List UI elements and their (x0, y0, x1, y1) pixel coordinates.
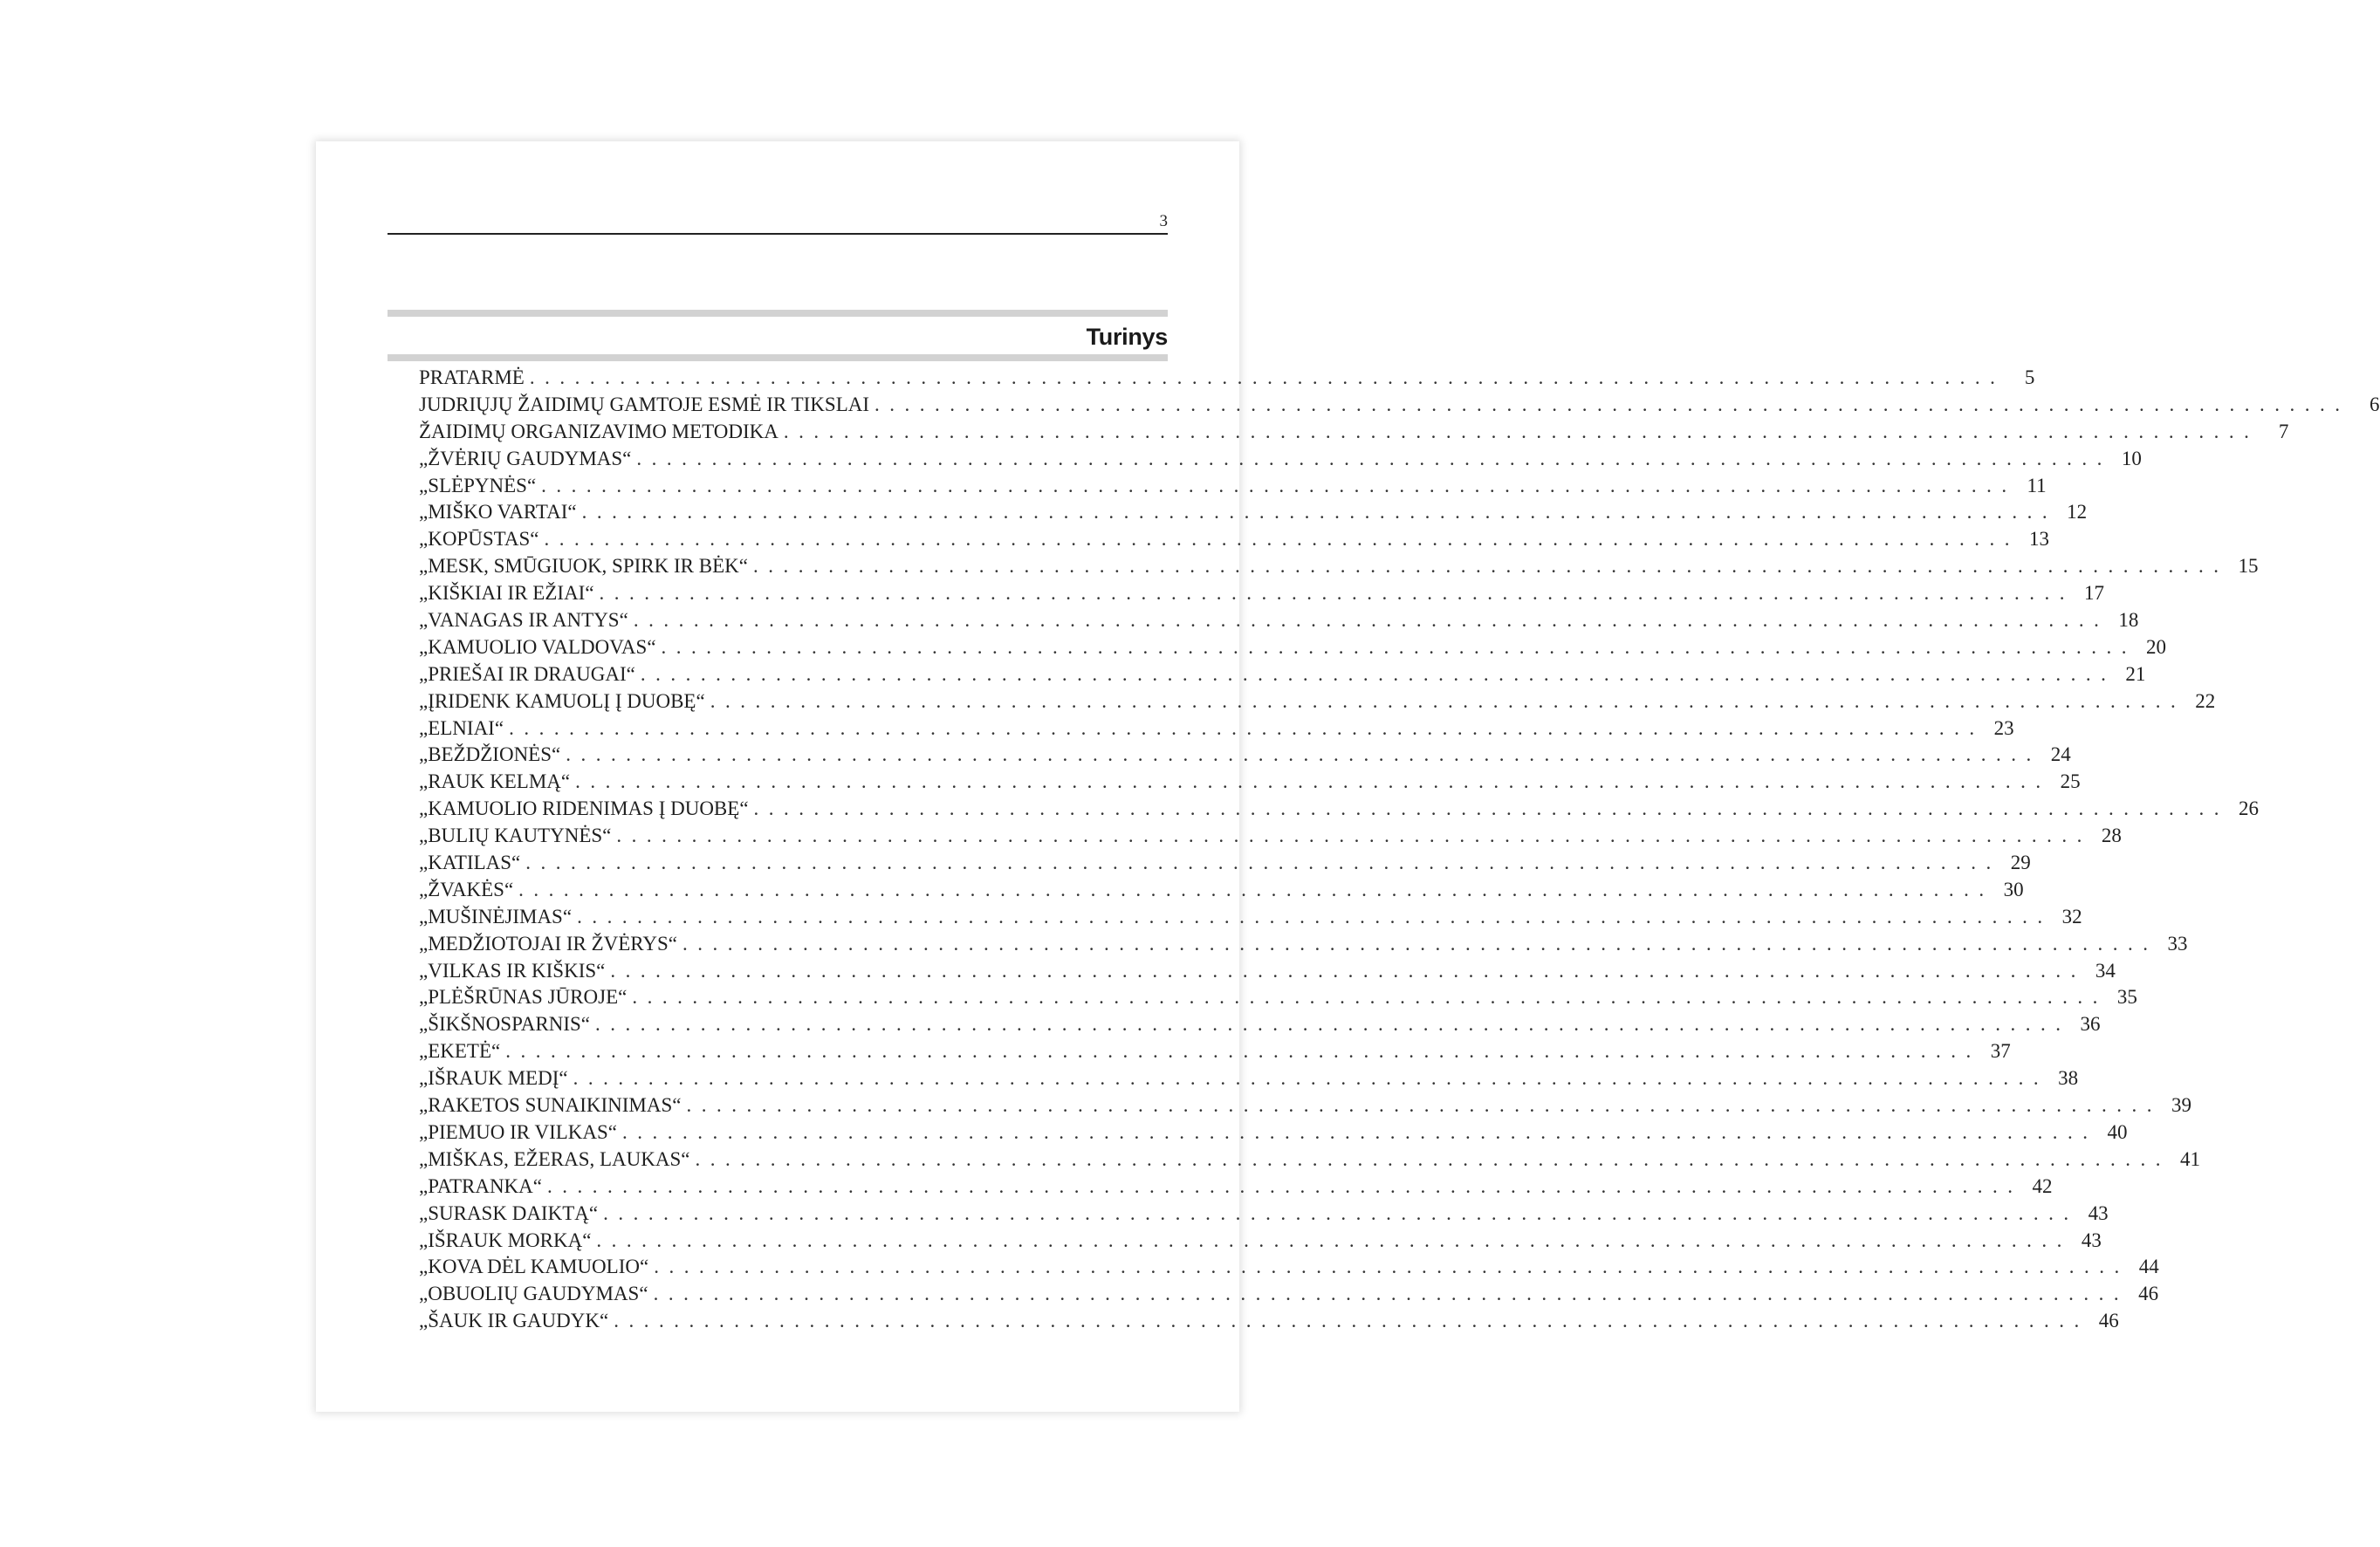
toc-entry (419, 501, 2088, 528)
toc-entry-page: 41 (2180, 1147, 2200, 1170)
toc-entry-page: 10 (2121, 447, 2142, 469)
toc-entry (419, 689, 2216, 717)
toc-entry-page: 26 (2239, 797, 2260, 820)
table-of-contents (419, 366, 2380, 1337)
toc-entry (419, 878, 2024, 906)
toc-entry-title: „KAMUOLIO VALDOVAS“ (419, 635, 656, 658)
dot-leader: .................................................................................................. (633, 609, 2109, 632)
toc-entry-page: 30 (2003, 878, 2024, 900)
toc-entry (419, 366, 2035, 394)
toc-entry-title: „KAMUOLIO RIDENIMAS Į DUOBĘ“ (419, 797, 749, 820)
toc-entry-page: 36 (2080, 1013, 2101, 1036)
toc-entry (419, 1201, 2109, 1229)
toc-entry-page: 21 (2125, 662, 2146, 685)
toc-entry (419, 1174, 2053, 1202)
toc-entry-page: 20 (2146, 635, 2167, 658)
toc-entry-title: „KOPŪSTAS“ (419, 528, 539, 551)
dot-leader: .................................................................................................. (616, 825, 2092, 847)
toc-entry-title: JUDRIŲJŲ ŽAIDIMŲ GAMTOJE ESMĖ IR TIKSLAI (419, 393, 870, 415)
dot-leader: .................................................................................................. (541, 474, 2017, 496)
dot-leader: .................................................................................................. (695, 1147, 2171, 1170)
toc-entry (419, 474, 2047, 502)
toc-entry-page: 43 (2088, 1201, 2109, 1224)
toc-entry-page: 39 (2171, 1094, 2191, 1117)
toc-entry (419, 986, 2137, 1013)
dot-leader: .................................................................................................. (640, 662, 2116, 685)
toc-entry-title: „OBUOLIŲ GAUDYMAS“ (419, 1283, 648, 1305)
toc-entry-title: „IŠRAUK MEDĮ“ (419, 1067, 568, 1090)
toc-entry-page: 33 (2167, 932, 2188, 955)
dot-leader: .................................................................................................. (752, 555, 2229, 578)
toc-entry (419, 1040, 2011, 1067)
toc-entry (419, 1067, 2079, 1094)
header-rule (388, 233, 1168, 235)
dot-leader: .................................................................................................. (529, 366, 2006, 388)
toc-entry-page: 23 (1993, 716, 2014, 739)
toc-entry (419, 1147, 2200, 1175)
dot-leader: .................................................................................................. (614, 1310, 2089, 1332)
toc-entry-page: 13 (2028, 528, 2049, 551)
toc-entry-title: „ŠAUK IR GAUDYK“ (419, 1310, 609, 1332)
toc-entry (419, 932, 2188, 960)
dot-leader: .................................................................................................. (566, 743, 2041, 766)
title-bar-top (388, 310, 1168, 317)
toc-entry-page: 44 (2138, 1256, 2159, 1278)
toc-entry-title: „BEŽDŽIONĖS“ (419, 743, 561, 766)
toc-entry-title: „ŠIKŠNOSPARNIS“ (419, 1013, 590, 1036)
toc-entry (419, 797, 2260, 825)
dot-leader: .................................................................................................. (783, 420, 2260, 442)
toc-entry-page: 17 (2084, 582, 2105, 605)
toc-entry-title: „BULIŲ KAUTYNĖS“ (419, 825, 612, 847)
toc-entry (419, 1283, 2159, 1310)
dot-leader: .................................................................................................. (594, 1013, 2071, 1036)
toc-entry-title: „ELNIAI“ (419, 716, 504, 739)
dot-leader: .................................................................................................. (596, 1229, 2072, 1251)
dot-leader: .................................................................................................. (544, 528, 2020, 551)
dot-leader: .................................................................................................. (525, 852, 2001, 874)
dot-leader: .................................................................................................. (654, 1256, 2130, 1278)
toc-entry-title: „SLĖPYNĖS“ (419, 474, 537, 496)
toc-entry-title: „SURASK DAIKTĄ“ (419, 1201, 599, 1224)
dot-leader: .................................................................................................. (661, 635, 2137, 658)
toc-entry-page: 46 (2138, 1283, 2159, 1305)
dot-leader: .................................................................................................. (518, 878, 1994, 900)
toc-entry (419, 1310, 2119, 1337)
dot-leader: .................................................................................................. (509, 716, 1985, 739)
toc-entry-page: 15 (2238, 555, 2259, 578)
page-title: Turinys (1086, 324, 1168, 350)
dot-leader: .................................................................................................. (547, 1174, 2023, 1197)
title-bar-bottom (388, 354, 1168, 361)
toc-entry (419, 528, 2049, 555)
dot-leader: .................................................................................................. (599, 582, 2075, 605)
toc-entry-title: „KATILAS“ (419, 852, 521, 874)
dot-leader: .................................................................................................. (682, 932, 2158, 955)
dot-leader: .................................................................................................. (575, 770, 2051, 793)
toc-entry-title: „PIEMUO IR VILKAS“ (419, 1120, 618, 1143)
dot-leader: .................................................................................................. (610, 959, 2086, 982)
dot-leader: .................................................................................................. (636, 447, 2112, 469)
toc-entry-title: „PRIEŠAI IR DRAUGAI“ (419, 662, 635, 685)
toc-entry-page: 43 (2081, 1229, 2102, 1251)
toc-entry-page: 34 (2095, 959, 2116, 982)
toc-entry (419, 447, 2142, 475)
toc-entry (419, 635, 2167, 663)
toc-entry (419, 825, 2122, 852)
dot-leader: .................................................................................................. (874, 393, 2350, 415)
toc-entry-title: „ŽVAKĖS“ (419, 878, 514, 900)
toc-entry-title: „MESK, SMŪGIUOK, SPIRK IR BĖK“ (419, 555, 748, 578)
toc-entry (419, 1120, 2128, 1148)
toc-entry-page: 32 (2061, 905, 2082, 928)
toc-entry-title: „KIŠKIAI IR EŽIAI“ (419, 582, 594, 605)
toc-entry-page: 18 (2118, 609, 2139, 632)
toc-entry-title: „MEDŽIOTOJAI IR ŽVĖRYS“ (419, 932, 677, 955)
dot-leader: .................................................................................................. (686, 1094, 2162, 1117)
dot-leader: .................................................................................................. (632, 986, 2108, 1009)
toc-entry-page: 29 (2010, 852, 2031, 874)
toc-entry (419, 716, 2014, 744)
toc-entry-title: „VILKAS IR KIŠKIS“ (419, 959, 606, 982)
dot-leader: .................................................................................................. (573, 1067, 2049, 1090)
toc-entry-page: 7 (2278, 420, 2289, 442)
toc-entry (419, 1013, 2101, 1040)
toc-entry-page: 35 (2116, 986, 2137, 1009)
dot-leader: .................................................................................................. (753, 797, 2230, 820)
toc-entry-page: 22 (2195, 689, 2216, 712)
page-number: 3 (1159, 212, 1168, 230)
toc-entry (419, 743, 2071, 770)
dot-leader: .................................................................................................. (577, 905, 2053, 928)
book-page (316, 141, 2380, 1412)
toc-entry-title: ŽAIDIMŲ ORGANIZAVIMO METODIKA (419, 420, 778, 442)
toc-entry (419, 852, 2031, 879)
dot-leader: .................................................................................................. (710, 689, 2186, 712)
toc-entry (419, 609, 2139, 636)
dot-leader: .................................................................................................. (622, 1120, 2098, 1143)
toc-entry-page: 28 (2101, 825, 2122, 847)
toc-entry-title: „PATRANKA“ (419, 1174, 542, 1197)
toc-entry (419, 905, 2082, 933)
toc-entry (419, 1256, 2159, 1283)
toc-entry-title: „EKETĖ“ (419, 1040, 501, 1063)
toc-entry-title: „RAUK KELMĄ“ (419, 770, 571, 793)
dot-leader: .................................................................................................. (603, 1201, 2079, 1224)
toc-entry-page: 25 (2060, 770, 2081, 793)
toc-entry (419, 662, 2146, 690)
toc-entry-title: „IŠRAUK MORKĄ“ (419, 1229, 592, 1251)
dot-leader: .................................................................................................. (581, 501, 2058, 524)
toc-entry-title: „KOVA DĖL KAMUOLIO“ (419, 1256, 649, 1278)
toc-entry-title: PRATARMĖ (419, 366, 525, 388)
toc-entry-title: „ĮRIDENK KAMUOLĮ Į DUOBĘ“ (419, 689, 705, 712)
toc-entry-page: 6 (2370, 393, 2380, 415)
toc-entry-page: 11 (2027, 474, 2047, 496)
toc-entry-page: 38 (2058, 1067, 2079, 1090)
toc-entry-title: „MIŠKO VARTAI“ (419, 501, 577, 524)
dot-leader: .................................................................................................. (505, 1040, 1981, 1063)
toc-entry-page: 12 (2067, 501, 2088, 524)
toc-entry-title: „ŽVĖRIŲ GAUDYMAS“ (419, 447, 632, 469)
toc-entry-page: 42 (2032, 1174, 2053, 1197)
toc-entry (419, 555, 2259, 582)
toc-entry-title: „RAKETOS SUNAIKINIMAS“ (419, 1094, 682, 1117)
toc-entry (419, 1229, 2102, 1256)
toc-entry-title: „PLĖŠRŪNAS JŪROJE“ (419, 986, 628, 1009)
toc-entry (419, 1094, 2191, 1121)
toc-entry-title: „MUŠINĖJIMAS“ (419, 905, 573, 928)
toc-entry-page: 40 (2107, 1120, 2128, 1143)
toc-entry-page: 37 (1990, 1040, 2011, 1063)
toc-entry (419, 393, 2380, 421)
dot-leader: .................................................................................................. (653, 1283, 2130, 1305)
toc-entry-page: 24 (2050, 743, 2071, 766)
toc-entry (419, 770, 2081, 797)
toc-entry-page: 5 (2024, 366, 2035, 388)
toc-entry-title: „MIŠKAS, EŽERAS, LAUKAS“ (419, 1147, 690, 1170)
toc-entry-page: 46 (2098, 1310, 2119, 1332)
toc-entry (419, 959, 2116, 987)
toc-entry-title: „VANAGAS IR ANTYS“ (419, 609, 628, 632)
toc-entry (419, 420, 2289, 448)
toc-entry (419, 582, 2105, 609)
